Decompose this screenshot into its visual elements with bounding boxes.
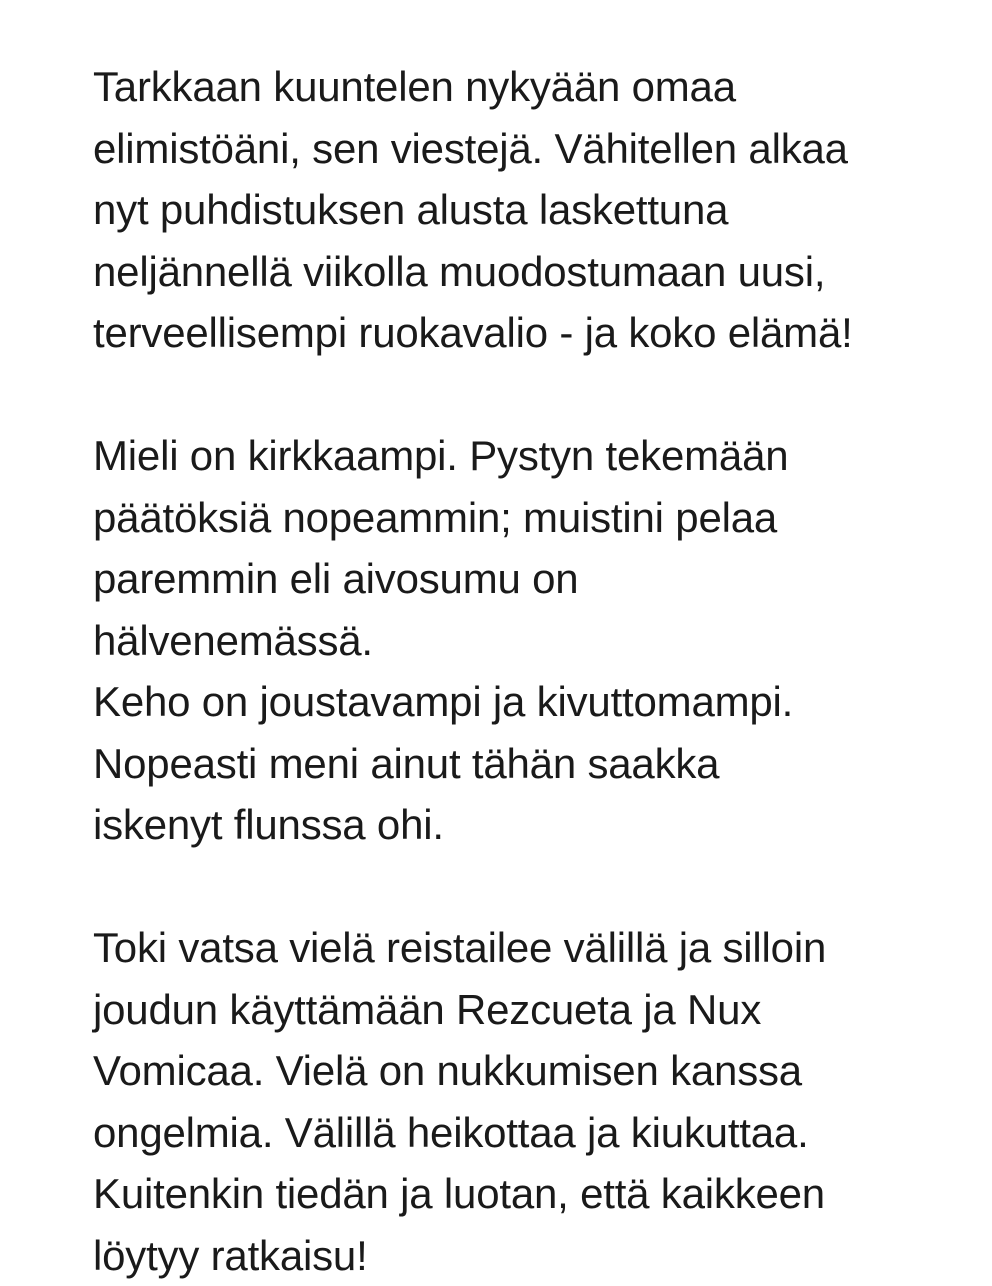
text-line: Keho on joustavampi ja kivuttomampi. [93,678,794,725]
text-line: iskenyt flunssa ohi. [93,801,444,848]
text-line: nyt puhdistuksen alusta laskettuna [93,186,729,233]
text-line: terveellisempi ruokavalio - ja koko elämä! [93,309,853,356]
text-line: Mieli on kirkkaampi. Pystyn tekemään [93,432,789,479]
paragraph-3 [93,917,973,1286]
text-line: ongelmia. Välillä heikottaa ja kiukuttaa. [93,1108,809,1156]
paragraph-spacer [93,856,973,918]
text-line: paremmin eli aivosumu on [93,555,579,602]
text-line: neljännellä viikolla muodostumaan uusi, [93,247,826,295]
text-line: Toki vatsa vielä reistailee välillä ja silloin [93,924,827,971]
paragraph-1 [93,56,973,364]
text-line: päätöksiä nopeammin; muistini pelaa [93,493,778,541]
text-line: elimistöäni, sen viestejä. Vähitellen alkaa [93,124,848,172]
text-line: Tarkkaan kuuntelen nykyään omaa [93,63,736,110]
text-line: joudun käyttämään Rezcueta ja Nux [93,985,762,1033]
document-body [93,56,973,1286]
text-line: hälvenemässä. [93,616,373,664]
text-line: Nopeasti meni ainut tähän saakka [93,739,720,787]
paragraph-spacer [93,364,973,426]
text-line: Kuitenkin tiedän ja luotan, että kaikkeen [93,1170,825,1217]
paragraph-2 [93,425,973,856]
text-line: löytyy ratkaisu! [93,1231,368,1279]
text-line: Vomicaa. Vielä on nukkumisen kanssa [93,1047,802,1094]
